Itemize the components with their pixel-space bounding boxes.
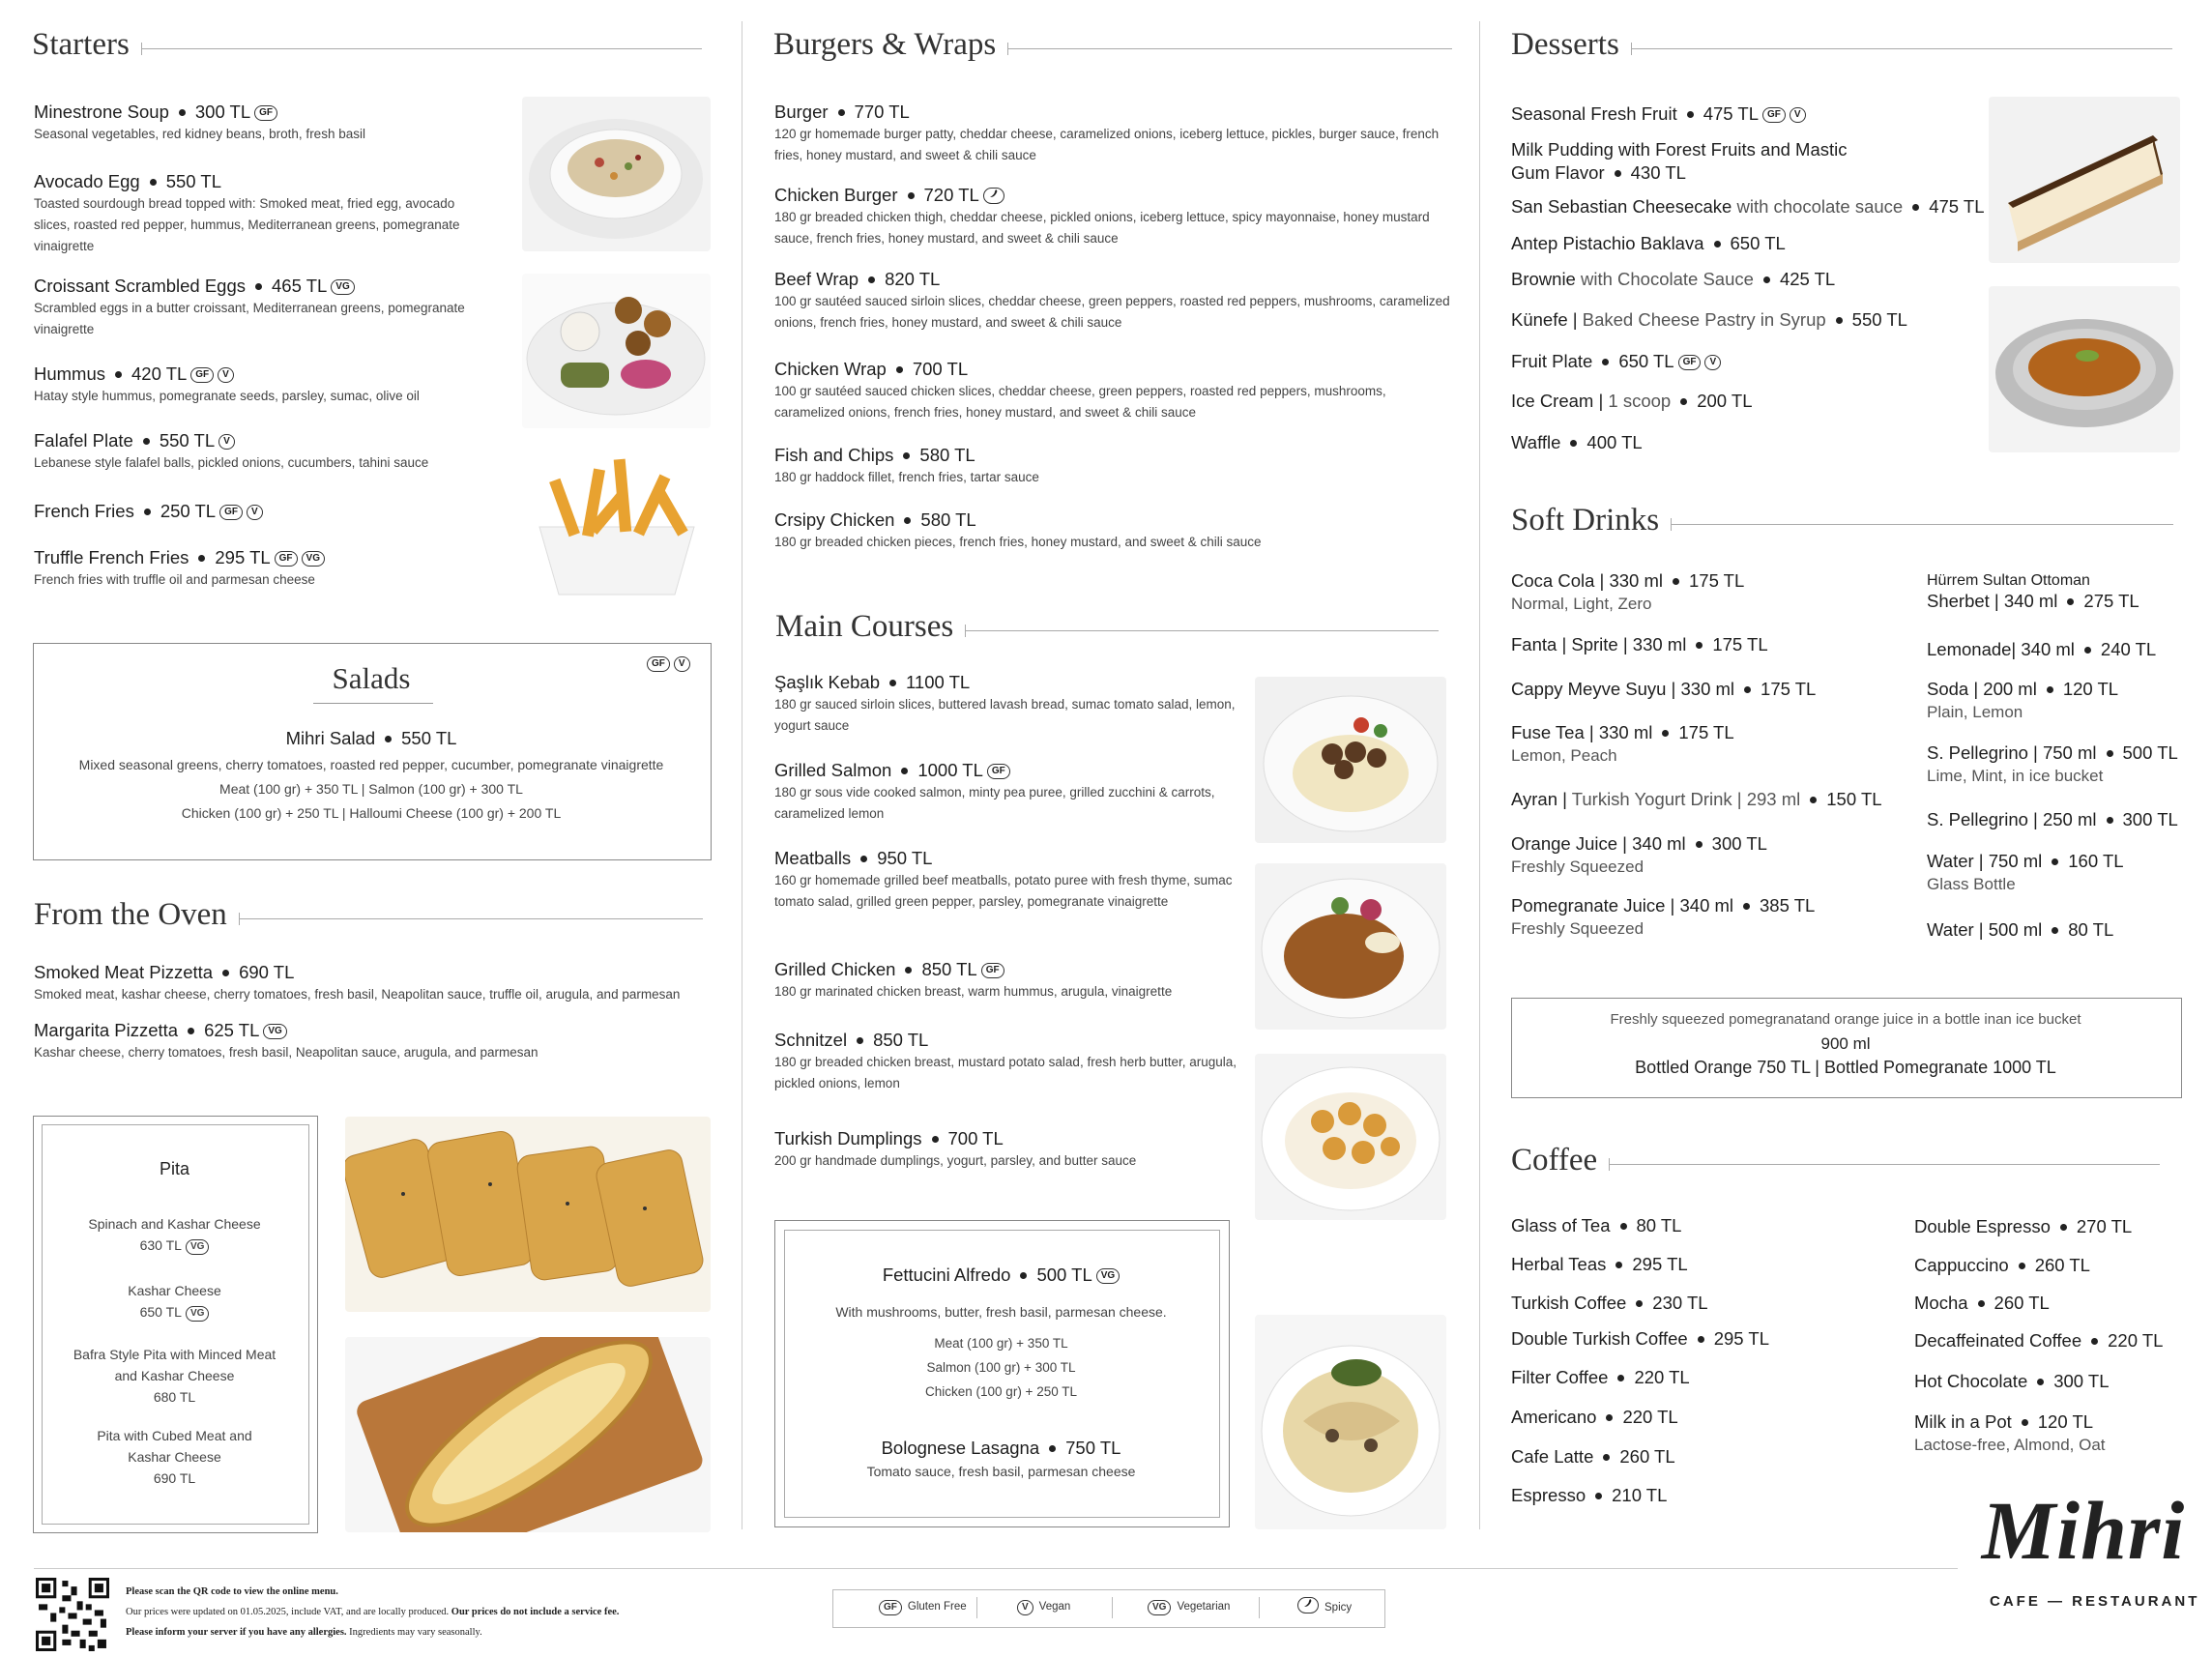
column-divider-2 (1479, 21, 1480, 1529)
menu-item-description: 120 gr homemade burger patty, cheddar cheese, caramelized onions, iceberg lettuce, pickles, burger sauce, french fries, honey mustard, and sweet & chili sauce (774, 127, 1440, 162)
vegan-badge: V (674, 656, 690, 672)
separator-dot (198, 555, 205, 562)
menu-item-description: 180 gr haddock fillet, french fries, tartar sauce (774, 470, 1039, 484)
drink-price: 80 TL (1636, 1215, 1682, 1235)
separator-dot (1698, 1336, 1704, 1343)
drink-price: 220 TL (1622, 1407, 1678, 1427)
menu-item-price: 770 TL (854, 102, 910, 122)
menu-item-description: Kashar cheese, cherry tomatoes, fresh basil, Neapolitan sauce, arugula, and parmesan (34, 1045, 538, 1060)
dessert-price: 200 TL (1697, 391, 1753, 411)
separator-dot (1615, 170, 1621, 177)
menu-item (774, 358, 1451, 423)
gluten-free-badge: GF (981, 963, 1004, 978)
vegetarian-badge: VG (1096, 1268, 1120, 1284)
pita-price: 650 TL (139, 1304, 182, 1320)
pita-price: 680 TL (153, 1389, 196, 1405)
separator-dot (1763, 276, 1770, 283)
vegetarian-badge: VG (263, 1024, 286, 1039)
menu-item-name: Truffle French Fries 295 TL GF VG (34, 546, 474, 569)
lasagna-description: Tomato sauce, fresh basil, parmesan cheese (866, 1464, 1136, 1479)
gluten-free-badge: GF (275, 551, 298, 567)
menu-item-name: Fish and Chips 580 TL (774, 445, 975, 465)
separator-dot (1696, 642, 1703, 649)
menu-item-name: Grilled Chicken 850 TL GF (774, 958, 1238, 981)
menu-item-description: 100 gr sautéed sauced chicken slices, cheddar cheese, green peppers, roasted red peppers, mushrooms, caramelized onions, french fries, honey mustard, and sweet & chili sauce (774, 384, 1386, 420)
drink-item: Hürrem Sultan Ottoman Sherbet | 340 ml 275 TL (1927, 572, 2139, 611)
separator-dot (115, 371, 122, 378)
menu-item-name: Avocado Egg 550 TL (34, 171, 221, 191)
separator-dot (2052, 927, 2058, 934)
gluten-free-badge: GF (254, 105, 277, 121)
drink-price: 80 TL (2068, 919, 2114, 940)
menu-item (774, 509, 1451, 553)
menu-item-description: Seasonal vegetables, red kidney beans, broth, fresh basil (34, 127, 365, 141)
drink-variants: Plain, Lemon (1927, 703, 2023, 721)
menu-item (34, 1019, 730, 1063)
from-the-oven-title: From the Oven (34, 897, 703, 933)
menu-item (774, 268, 1451, 334)
menu-item-price: 700 TL (947, 1128, 1004, 1148)
separator-dot (901, 768, 908, 774)
starters-title: Starters (32, 27, 702, 63)
separator-dot (222, 970, 229, 976)
drink-item: Decaffeinated Coffee 220 TL (1914, 1330, 2164, 1351)
menu-item-name: Chicken Wrap 700 TL (774, 359, 969, 379)
gluten-free-badge: GF (1762, 107, 1786, 123)
separator-dot (1617, 1375, 1624, 1381)
drink-variants: Lemon, Peach (1511, 746, 1617, 765)
mihri-logo: Mihri (1981, 1484, 2186, 1577)
separator-dot (2107, 750, 2113, 757)
pita-price: 630 TL (139, 1237, 182, 1253)
separator-dot (1912, 204, 1919, 211)
menu-item-price: 465 TL (272, 276, 328, 296)
menu-item-description: Toasted sourdough bread topped with: Smoked meat, fried egg, avocado slices, roasted red pepper, hummus, Mediterranean greens, pomegranate vinaigrette (34, 196, 460, 253)
drink-item: Herbal Teas 295 TL (1511, 1254, 1688, 1274)
menu-item-price: 250 TL (160, 501, 217, 521)
menu-item-price: 1000 TL (917, 760, 983, 780)
pita-item: Bafra Style Pita with Minced Meat and Kashar Cheese 680 TL (73, 1347, 276, 1405)
menu-item-name: Şaşlık Kebab 1100 TL (774, 672, 971, 692)
legend-separator (1112, 1597, 1113, 1618)
separator-dot (1714, 241, 1721, 247)
menu-item (774, 444, 1451, 488)
separator-dot (2084, 647, 2091, 654)
dessert-price: 475 TL (1929, 196, 1985, 217)
legend-item: GF Gluten Free (875, 1600, 967, 1615)
legend-item: Spicy (1294, 1600, 1352, 1616)
cheesecake-photo (1989, 97, 2180, 263)
menu-item-price: 550 TL (159, 430, 216, 451)
dessert-item: Brownie with Chocolate Sauce 425 TL (1511, 269, 1836, 289)
drink-item: Fuse Tea | 330 ml 175 TL Lemon, Peach (1511, 721, 1734, 768)
drink-variants: Freshly Squeezed (1511, 858, 1644, 876)
drink-price: 295 TL (1713, 1328, 1769, 1349)
menu-item-name: Margarita Pizzetta 625 TL VG (34, 1019, 730, 1042)
salads-title-rule (313, 703, 433, 704)
menu-item-price: 580 TL (919, 445, 975, 465)
separator-dot (2052, 858, 2058, 865)
menu-item-name: Schnitzel 850 TL (774, 1030, 929, 1050)
vegetarian-badge: VG (331, 279, 354, 295)
menu-item (774, 671, 1238, 737)
drink-price: 240 TL (2100, 639, 2157, 659)
drink-item: Water | 750 ml 160 TL Glass Bottle (1927, 850, 2124, 896)
menu-item-name: Croissant Scrambled Eggs 465 TL VG (34, 275, 474, 298)
saslik-kebab-photo (1255, 677, 1446, 843)
dessert-item: Seasonal Fresh Fruit 475 TL GF V (1511, 102, 1806, 126)
menu-item-description: 180 gr sauced sirloin slices, buttered lavash bread, sumac tomato salad, lemon, yogurt sauce (774, 697, 1236, 733)
menu-item-name: Crsipy Chicken 580 TL (774, 509, 976, 530)
salads-description: Mixed seasonal greens, cherry tomatoes, roasted red pepper, cucumber, pomegranate vinaigrette Meat (100 gr) + 350 TL | Salmon (100 gr) + 300 TL Chicken (100 gr) + 250 TL | Halloumi Cheese (100 gr) + 200 TL (78, 757, 664, 821)
fettucini-description: With mushrooms, butter, fresh basil, parmesan cheese. (835, 1304, 1167, 1320)
drink-item: Glass of Tea 80 TL (1511, 1215, 1682, 1235)
drink-item: Milk in a Pot 120 TL Lactose-free, Almond, Oat (1914, 1410, 2106, 1457)
separator-dot (2019, 1263, 2025, 1269)
separator-dot (1602, 359, 1609, 365)
drink-item: Americano 220 TL (1511, 1407, 1678, 1427)
vegetarian-badge: VG (302, 551, 325, 567)
dessert-item: San Sebastian Cheesecake with chocolate sauce 475 TL (1511, 196, 1985, 217)
menu-item (34, 275, 474, 340)
separator-dot (1620, 1223, 1627, 1230)
legend-separator (1259, 1597, 1260, 1618)
drink-price: 175 TL (1678, 722, 1734, 742)
menu-item (34, 170, 474, 257)
separator-dot (1743, 903, 1750, 910)
separator-dot (889, 680, 896, 686)
menu-item-name: Chicken Burger 720 TL (774, 184, 1451, 207)
dumplings-photo (1255, 1054, 1446, 1220)
menu-item-price: 420 TL (131, 363, 188, 384)
separator-dot (2037, 1379, 2044, 1385)
dessert-item: Ice Cream | 1 scoop 200 TL (1511, 391, 1753, 411)
vegetarian-badge: VG (186, 1306, 209, 1322)
pita-title: Pita (159, 1159, 190, 1178)
menu-item (34, 363, 474, 407)
drink-item: S. Pellegrino | 250 ml 300 TL (1927, 809, 2178, 829)
menu-item (774, 1127, 1238, 1172)
separator-dot (903, 452, 910, 459)
schnitzel-photo (1255, 863, 1446, 1030)
vegan-badge: V (218, 434, 235, 450)
menu-item (34, 961, 730, 1005)
menu-item-name: Grilled Salmon 1000 TL GF (774, 759, 1238, 782)
drink-item: Coca Cola | 330 ml 175 TL Normal, Light, Zero (1511, 569, 1744, 616)
pita-price: 690 TL (153, 1470, 196, 1486)
menu-item-price: 295 TL (215, 547, 271, 567)
qr-code[interactable] (36, 1578, 109, 1651)
legend-item: VG Vegetarian (1144, 1600, 1230, 1615)
mihri-salad-name: Mihri Salad 550 TL (285, 728, 457, 748)
menu-item-price: 625 TL (204, 1020, 260, 1040)
separator-dot (896, 366, 903, 373)
separator-dot (143, 438, 150, 445)
menu-item-name: Falafel Plate 550 TL V (34, 429, 474, 452)
pita-item: Pita with Cubed Meat and Kashar Cheese 690 TL (97, 1428, 252, 1486)
vegan-badge: V (1017, 1600, 1033, 1615)
separator-dot (2022, 1419, 2028, 1426)
drink-item: Hot Chocolate 300 TL (1914, 1371, 2110, 1391)
drink-item: Fanta | Sprite | 330 ml 175 TL (1511, 634, 1768, 654)
separator-dot (905, 967, 912, 974)
menu-item (774, 958, 1238, 1003)
legend-separator (976, 1597, 977, 1618)
drink-price: 300 TL (1711, 833, 1767, 854)
menu-item-description: French fries with truffle oil and parmesan cheese (34, 572, 315, 587)
legend-item: V Vegan (1013, 1600, 1070, 1615)
footer-divider (34, 1568, 1958, 1569)
drink-item: Turkish Coffee 230 TL (1511, 1293, 1708, 1313)
drink-price: 260 TL (2034, 1255, 2090, 1275)
drink-price: 120 TL (2037, 1411, 2094, 1432)
separator-dot (1687, 111, 1694, 118)
drink-item: Soda | 200 ml 120 TL Plain, Lemon (1927, 678, 2118, 724)
spicy-icon (983, 188, 1004, 204)
separator-dot (857, 1037, 863, 1044)
menu-item-price: 580 TL (920, 509, 976, 530)
kunefe-photo (1989, 286, 2180, 452)
vegan-badge: V (1790, 107, 1806, 123)
drink-price: 385 TL (1760, 895, 1816, 916)
soft-drinks-title: Soft Drinks (1511, 503, 2173, 538)
menu-item (774, 1029, 1238, 1094)
separator-dot (1836, 317, 1843, 324)
drink-variants: Lactose-free, Almond, Oat (1914, 1436, 2106, 1454)
spicy-icon (1297, 1597, 1319, 1613)
menu-item-description: Hatay style hummus, pomegranate seeds, parsley, sumac, olive oil (34, 389, 420, 403)
desserts-title: Desserts (1511, 27, 2172, 63)
dessert-price: 475 TL (1703, 103, 1759, 124)
menu-item-description: Lebanese style falafel balls, pickled onions, cucumbers, tahini sauce (34, 455, 429, 470)
menu-item-price: 720 TL (923, 185, 979, 205)
separator-dot (1978, 1300, 1985, 1307)
separator-dot (1662, 730, 1669, 737)
menu-item (774, 101, 1451, 166)
menu-item-description: 180 gr breaded chicken thigh, cheddar cheese, pickled onions, iceberg lettuce, spicy mayonnaise, honey mustard sauce, french fries, honey mustard, and sweet & chili sauce (774, 210, 1430, 246)
gluten-free-badge: GF (190, 367, 214, 383)
menu-item-description: Smoked meat, kashar cheese, cherry tomatoes, fresh basil, Neapolitan sauce, truffle oil, arugula, and parmesan (34, 987, 681, 1002)
drink-price: 175 TL (1689, 570, 1745, 591)
separator-dot (2091, 1338, 2098, 1345)
separator-dot (1603, 1454, 1610, 1461)
separator-dot (1673, 578, 1679, 585)
pita-item: Kashar Cheese 650 TL VG (128, 1283, 221, 1320)
coffee-title: Coffee (1511, 1143, 2160, 1178)
drink-price: 220 TL (1634, 1367, 1690, 1387)
menu-item-description: 180 gr breaded chicken pieces, french fries, honey mustard, and sweet & chili sauce (774, 535, 1262, 549)
drink-variants: Lime, Mint, in ice bucket (1927, 767, 2104, 785)
bottled-juice-info: Freshly squeezed pomegranatand orange juice in a bottle inan ice bucket 900 ml Bottled Orange 750 TL | Bottled Pomegranate 1000 TL (1610, 1011, 2081, 1077)
vegan-badge: V (247, 505, 263, 520)
drink-price: 230 TL (1652, 1293, 1708, 1313)
french-fries-photo (520, 450, 711, 609)
drink-price: 500 TL (2122, 742, 2178, 763)
menu-item-price: 1100 TL (906, 672, 971, 692)
menu-item (774, 759, 1238, 825)
separator-dot (908, 192, 915, 199)
menu-item-name: Smoked Meat Pizzetta 690 TL (34, 962, 295, 982)
bolognese-lasagna-name: Bolognese Lasagna 750 TL (881, 1438, 1121, 1458)
gluten-free-badge: GF (1678, 355, 1702, 370)
brand-tagline: CAFE — RESTAURANT (1990, 1593, 2200, 1610)
separator-dot (179, 109, 186, 116)
menu-item-description: 160 gr homemade grilled beef meatballs, potato puree with fresh thyme, sumac tomato salad, grilled green pepper, parsley, pomegranate vinaigrette (774, 873, 1233, 909)
menu-item-price: 700 TL (912, 359, 969, 379)
menu-item-name: French Fries 250 TL GF V (34, 500, 263, 523)
vegetarian-badge: VG (186, 1239, 209, 1255)
fettucini-alfredo-name: Fettucini Alfredo 500 TL VG (784, 1264, 1218, 1287)
drink-price: 260 TL (1994, 1293, 2050, 1313)
menu-item-price: 850 TL (873, 1030, 929, 1050)
pita-boat-photo (345, 1337, 711, 1532)
dessert-price: 425 TL (1779, 269, 1836, 289)
gluten-free-badge: GF (647, 656, 670, 672)
drink-price: 275 TL (2083, 591, 2139, 611)
drink-item: Double Espresso 270 TL (1914, 1216, 2133, 1236)
separator-dot (1606, 1414, 1613, 1421)
drink-price: 175 TL (1761, 679, 1817, 699)
vegan-badge: V (218, 367, 234, 383)
separator-dot (2060, 1224, 2067, 1231)
menu-item-name: Beef Wrap 820 TL (774, 269, 941, 289)
menu-item-description: 100 gr sautéed sauced sirloin slices, cheddar cheese, green peppers, roasted red peppers, mushrooms, caramelized onions, french fries, honey mustard, and sweet & chili sauce (774, 294, 1450, 330)
footer-notes: Please scan the QR code to view the online menu. Our prices were updated on 01.05.2025, include VAT, and are locally produced. Our prices do not include a service fee. Please inform your server if you have any allergies. Ingredients may vary seasonally. (126, 1586, 620, 1638)
separator-dot (255, 283, 262, 290)
drink-item: Mocha 260 TL (1914, 1293, 2050, 1313)
separator-dot (1680, 398, 1687, 405)
dessert-item: Fruit Plate 650 TL GF V (1511, 350, 1721, 373)
menu-item (34, 546, 474, 591)
menu-item (774, 184, 1451, 249)
menu-item-description: 200 gr handmade dumplings, yogurt, parsley, and butter sauce (774, 1153, 1137, 1168)
menu-item-description: Scrambled eggs in a butter croissant, Mediterranean greens, pomegranate vinaigrette (34, 301, 465, 336)
dessert-price: 550 TL (1851, 309, 1907, 330)
main-courses-title: Main Courses (775, 609, 1439, 645)
drink-item: Water | 500 ml 80 TL (1927, 919, 2114, 940)
separator-dot (1615, 1262, 1622, 1268)
separator-dot (838, 109, 845, 116)
menu-item (774, 847, 1238, 913)
salads-title: Salads (332, 661, 411, 695)
drink-price: 175 TL (1712, 634, 1768, 654)
menu-item-description: 180 gr sous vide cooked salmon, minty pea puree, grilled zucchini & carrots, caramelized lemon (774, 785, 1215, 821)
separator-dot (932, 1136, 939, 1143)
menu-item (34, 429, 474, 474)
menu-item (34, 101, 474, 145)
dessert-price: 400 TL (1586, 432, 1643, 452)
separator-dot (1570, 440, 1577, 447)
separator-dot (904, 517, 911, 524)
drink-price: 220 TL (2108, 1330, 2164, 1351)
drink-item: Cafe Latte 260 TL (1511, 1446, 1675, 1467)
separator-dot (1595, 1493, 1602, 1499)
menu-item-name: Turkish Dumplings 700 TL (774, 1128, 1004, 1148)
pita-item: Spinach and Kashar Cheese 630 TL VG (88, 1216, 261, 1253)
drink-item: Cappuccino 260 TL (1914, 1255, 2090, 1275)
separator-dot (2107, 817, 2113, 824)
gluten-free-badge: GF (219, 505, 243, 520)
dessert-price: 650 TL (1618, 351, 1674, 371)
pita-slices-photo (345, 1117, 711, 1312)
drink-price: 160 TL (2068, 851, 2124, 871)
drink-item: Ayran | Turkish Yogurt Drink | 293 ml 150 TL (1511, 789, 1882, 809)
separator-dot (860, 856, 867, 862)
separator-dot (150, 179, 157, 186)
separator-dot (1696, 841, 1703, 848)
gluten-free-badge: GF (879, 1600, 902, 1615)
drink-price: 150 TL (1826, 789, 1882, 809)
drink-item: Cappy Meyve Suyu | 330 ml 175 TL (1511, 679, 1817, 699)
menu-item-name: Hummus 420 TL GF V (34, 363, 474, 386)
dessert-price: 430 TL (1630, 162, 1686, 183)
separator-dot (1744, 686, 1751, 693)
separator-dot (144, 509, 151, 515)
drink-item: S. Pellegrino | 750 ml 500 TL Lime, Mint, in ice bucket (1927, 741, 2178, 788)
separator-dot (2047, 686, 2053, 693)
drink-price: 295 TL (1632, 1254, 1688, 1274)
vegan-badge: V (1704, 355, 1721, 370)
menu-item-description: 180 gr marinated chicken breast, warm hummus, arugula, vinaigrette (774, 984, 1173, 999)
separator-dot (188, 1028, 194, 1034)
menu-item-price: 550 TL (165, 171, 221, 191)
menu-item-price: 820 TL (885, 269, 941, 289)
menu-item-name: Minestrone Soup 300 TL GF (34, 101, 474, 124)
drink-price: 120 TL (2062, 679, 2119, 699)
drink-item: Pomegranate Juice | 340 ml 385 TL Freshly Squeezed (1511, 894, 1815, 941)
menu-item-price: 950 TL (877, 848, 933, 868)
drink-price: 300 TL (2122, 809, 2178, 829)
drink-item: Espresso 210 TL (1511, 1485, 1668, 1505)
dessert-item: Waffle 400 TL (1511, 432, 1643, 452)
drink-price: 260 TL (1619, 1446, 1675, 1467)
drink-item: Filter Coffee 220 TL (1511, 1367, 1690, 1387)
separator-dot (868, 276, 875, 283)
drink-variants: Glass Bottle (1927, 875, 2016, 893)
separator-dot (2067, 598, 2074, 605)
menu-item-price: 690 TL (239, 962, 295, 982)
gluten-free-badge: GF (987, 764, 1010, 779)
drink-item: Double Turkish Coffee 295 TL (1511, 1328, 1769, 1349)
pasta-addons: Meat (100 gr) + 350 TL Salmon (100 gr) + 300 TL Chicken (100 gr) + 250 TL (925, 1336, 1077, 1399)
vegetarian-badge: VG (1148, 1600, 1171, 1615)
menu-item (34, 500, 263, 523)
drink-item: Lemonade| 340 ml 240 TL (1927, 639, 2157, 659)
fettucini-photo (1255, 1315, 1446, 1529)
menu-item-name: Meatballs 950 TL (774, 848, 933, 868)
minestrone-photo (522, 97, 711, 251)
burgers-wraps-title: Burgers & Wraps (773, 27, 1452, 63)
menu-item-name: Burger 770 TL (774, 102, 910, 122)
dessert-item: Milk Pudding with Forest Fruits and Mastic Gum Flavor 430 TL (1511, 139, 1848, 183)
dessert-item: Antep Pistachio Baklava 650 TL (1511, 233, 1786, 253)
dessert-price: 650 TL (1730, 233, 1786, 253)
dessert-item: Künefe | Baked Cheese Pastry in Syrup 550 TL (1511, 309, 1907, 330)
drink-item: Orange Juice | 340 ml 300 TL Freshly Squeezed (1511, 832, 1767, 879)
separator-dot (1810, 797, 1817, 803)
drink-variants: Normal, Light, Zero (1511, 595, 1652, 613)
separator-dot (1636, 1300, 1643, 1307)
falafel-plate-photo (522, 274, 711, 428)
drink-price: 210 TL (1612, 1485, 1668, 1505)
menu-item-description: 180 gr breaded chicken breast, mustard potato salad, fresh herb butter, arugula, pickled onions, lemon (774, 1055, 1237, 1090)
menu-item-price: 850 TL (921, 959, 977, 979)
menu-item-price: 300 TL (194, 102, 251, 122)
drink-price: 300 TL (2053, 1371, 2110, 1391)
drink-variants: Freshly Squeezed (1511, 919, 1644, 938)
drink-price: 270 TL (2076, 1216, 2133, 1236)
